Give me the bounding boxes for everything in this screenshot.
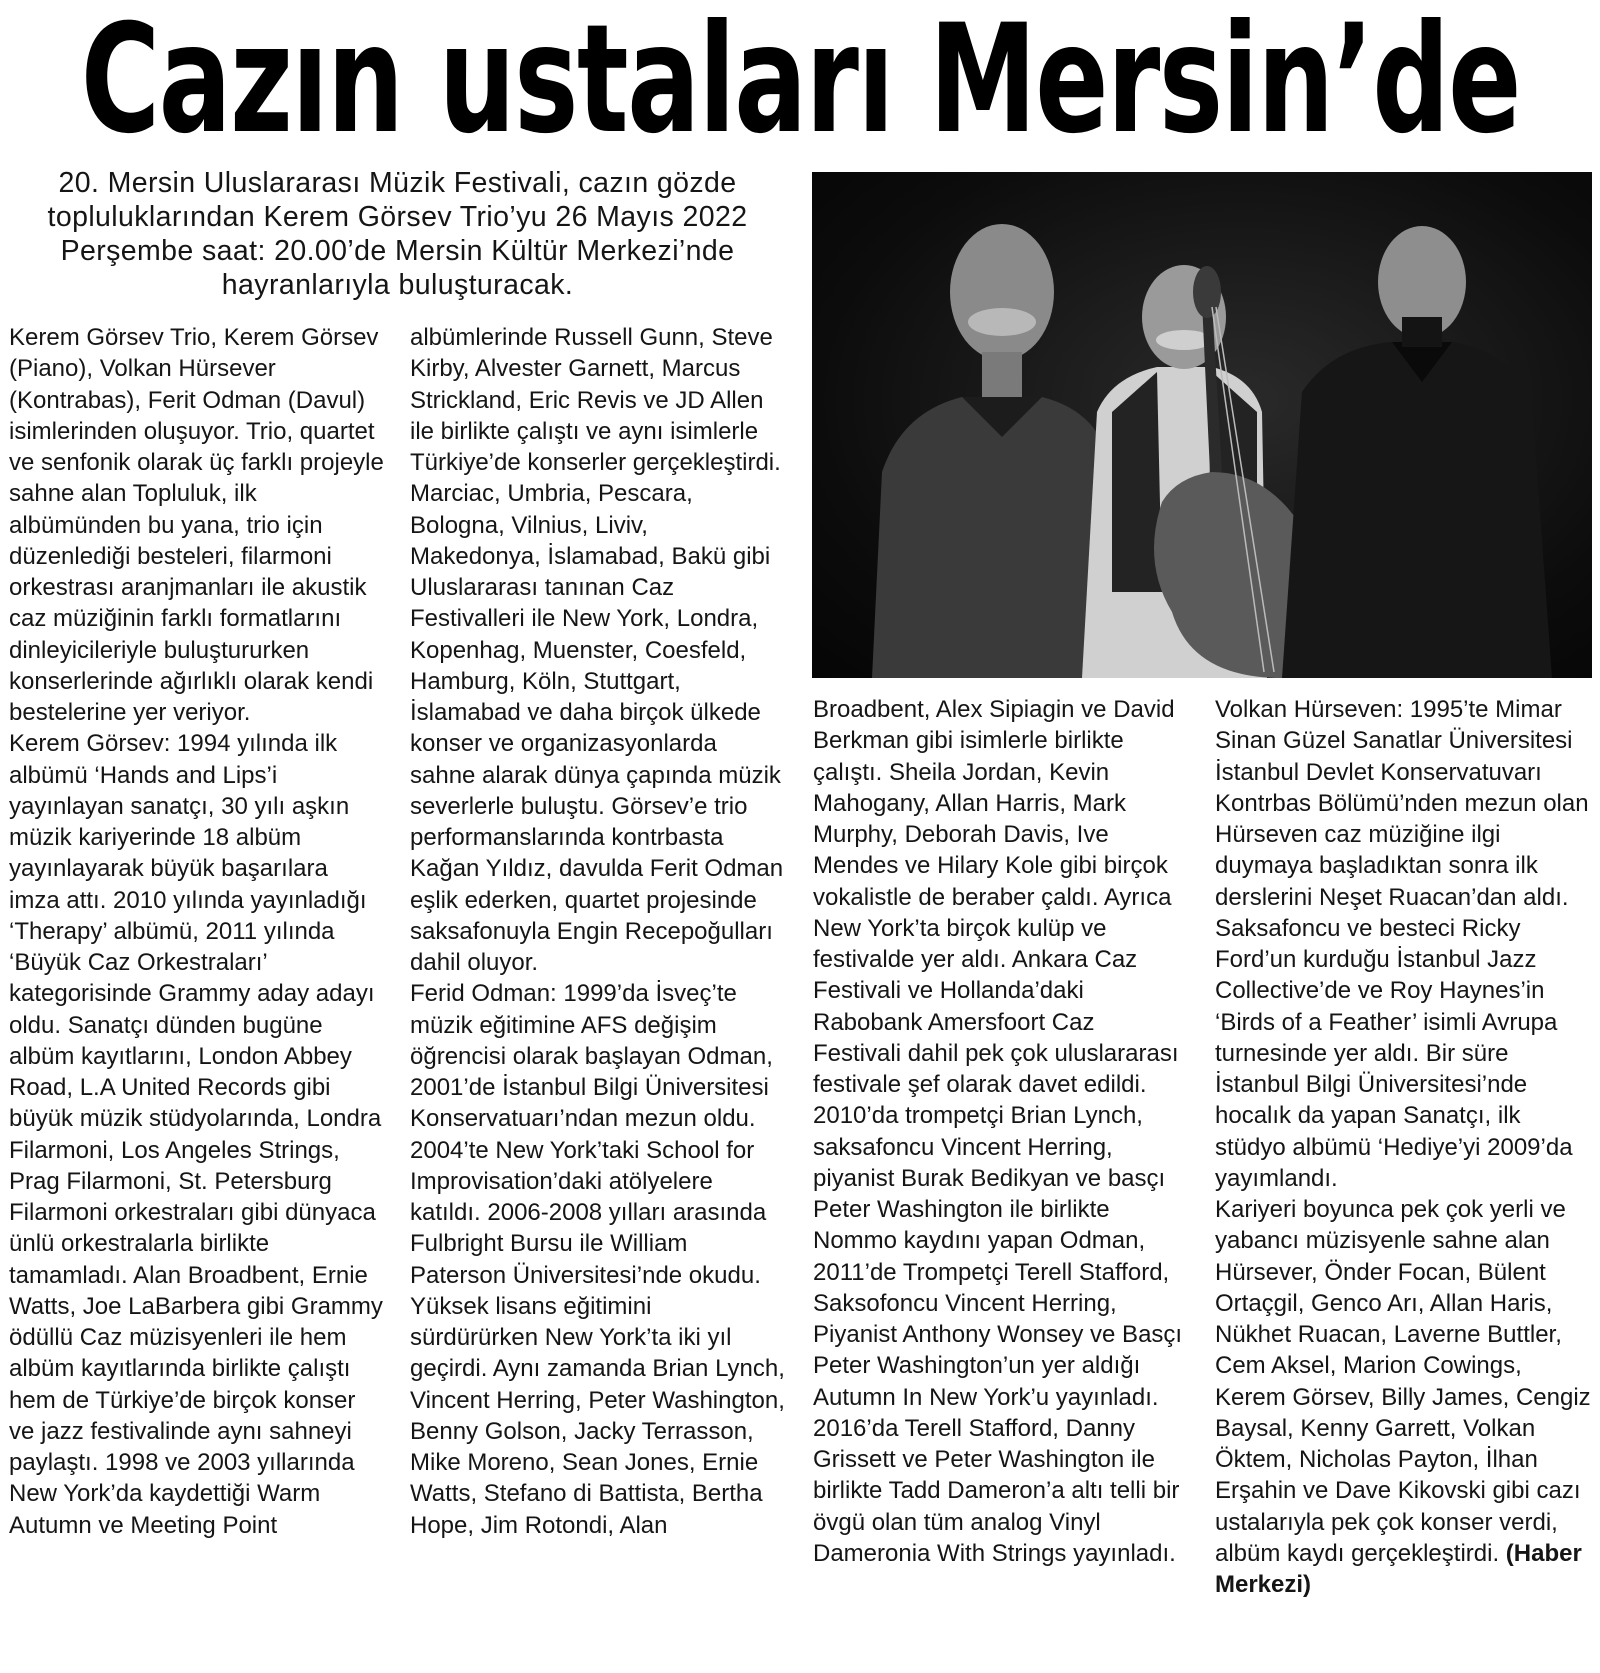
headline-text: Cazın ustaları Mersin’de [80, 0, 1520, 167]
article-column-2 [410, 322, 785, 1541]
news-credit: (Haber Merkezi) [1215, 1539, 1582, 1598]
paragraph-odman-continued: Broadbent, Alex Sipiagin ve David Berkman gibi isimlerle birlikte çalıştı. Sheila Jordan, Kevin Mahogany, Allan Harris, Mark Murphy, Deborah Davis, Ive Mendes ve Hilary Kole gibi birçok vokalistle de beraber çaldı. Ayrıca New York’ta birçok kulüp ve festivalde yer aldı. Ankara Caz Festivali ve Hollanda’daki Rabobank Amersfoort Caz Festivali dahil pek çok uluslararası festivale şef olarak davet edildi. 2010’da trompetçi Brian Lynch, saksafoncu Vincent Herring, piyanist Burak Bedikyan ve basçı Peter Washington ile birlikte Nommo kaydını yapan Odman, 2011’de Trompetçi Terell Stafford, Saksofoncu Vincent Herring, Piyanist Anthony Wonsey ve Basçı Peter Washington’un yer aldığı Autumn In New York’u yayınladı. 2016’da Terell Stafford, Danny Grissett ve Peter Washington ile birlikte Tadd Dameron’a altı telli bir övgü olan tüm analog Vinyl Dameronia With Strings yayınladı. [813, 696, 1183, 1567]
paragraph-kerem-gorsev: Kerem Görsev: 1994 yılında ilk albümü ‘Hands and Lips’i yayınlayan sanatçı, 30 yılı aşkın müzik kariyerinde 18 albüm yayınlayarak büyük başarılara imza attı. 2010 yılında yayınladığı ‘Therapy’ albümü, 2011 yılında ‘Büyük Caz Orkestraları’ kategorisinde Grammy aday adayı oldu. Sanatçı dünden bugüne albüm kayıtlarını, London Abbey Road, L.A United Records gibi büyük müzik stüdyolarında, Londra Filarmoni, Los Angeles Strings, Prag Filarmoni, St. Petersburg Filarmoni orkestraları gibi dünyaca ünlü orkestralarla birlikte tamamladı. Alan Broadbent, Ernie Watts, Joe LaBarbera gibi Grammy ödüllü Caz müzisyenleri ile hem albüm kayıtlarında birlikte çalıştı hem de Türkiye’de birçok konser ve jazz festivalinde aynı sahneyi paylaştı. 1998 ve 2003 yıllarında New York’da kaydettiği Warm Autumn ve Meeting Point [9, 730, 383, 1539]
article-column-4 [1215, 694, 1595, 1600]
article-column-1 [9, 322, 384, 1541]
article-column-3 [813, 694, 1188, 1569]
paragraph-volkan-hurseven: Volkan Hürseven: 1995’te Mimar Sinan Güzel Sanatlar Üniversitesi İstanbul Devlet Konservatuvarı Kontrbas Bölümü’nden mezun olan Hürseven caz müziğine ilgi duymaya başladıktan sonra ilk derslerini Neşet Ruacan’dan aldı. Saksafoncu ve besteci Ricky Ford’un kurduğu İstanbul Jazz Collective’de ve Roy Haynes’in ‘Birds of a Feather’ isimli Avrupa turnesinde yer aldı. Bir süre İstanbul Bilgi Üniversitesi’nde hocalık da yapan Sanatçı, ilk stüdyo albümü ‘Hediye’yi 2009’da yayımlandı. [1215, 696, 1589, 1192]
trio-photo [812, 172, 1592, 678]
paragraph-ferid-odman: Ferid Odman: 1999’da İsveç’te müzik eğitimine AFS değişim öğrencisi olarak başlayan Odman, 2001’de İstanbul Bilgi Üniversitesi Konservatuarı’ndan mezun oldu. 2004’te New York’taki School for Improvisation’daki atölyelere katıldı. 2006-2008 yılları arasında Fulbright Bursu ile William Paterson Üniversitesi’nde okudu. Yüksek lisans eğitimini sürdürürken New York’ta iki yıl geçirdi. Aynı zamanda Brian Lynch, Vincent Herring, Peter Washington, Benny Golson, Jacky Terrasson, Mike Moreno, Sean Jones, Ernie Watts, Stefano di Battista, Bertha Hope, Jim Rotondi, Alan [410, 980, 785, 1539]
lead-paragraph: 20. Mersin Uluslararası Müzik Festivali, cazın gözde topluluklarından Kerem Görsev Trio’yu 26 Mayıs 2022 Perşembe saat: 20.00’de Mersin Kültür Merkezi’nde hayranlarıyla buluşturacak. [47, 167, 748, 301]
headline [0, 0, 1600, 167]
career-text: Kariyeri boyunca pek çok yerli ve yabancı müzisyenle sahne alan Hürsever, Önder Focan, Bülent Ortaçgil, Genco Arı, Allan Haris, Nükhet Ruacan, Laverne Buttler, Cem Aksel, Marion Cowings, Kerem Görsev, Billy James, Cengiz Baysal, Kenny Garrett, Volkan Öktem, Nicholas Payton, İlhan Erşahin ve Dave Kikovski gibi cazı ustalarıyla pek çok konser verdi, albüm kaydı gerçekleştirdi. [1215, 1196, 1591, 1567]
paragraph-trio-intro: Kerem Görsev Trio, Kerem Görsev (Piano), Volkan Hürsever (Kontrabas), Ferit Odman (Davul) isimlerinden oluşuyor. Trio, quartet ve senfonik olarak üç farklı projeyle sahne alan Topluluk, ilk albümünden bu yana, trio için düzenlediği besteleri, filarmoni orkestrası aranjmanları ile akustik caz müziğinin farklı formatlarını dinleyicileriyle buluştururken konserlerinde ağırlıklı olarak kendi bestelerine yer veriyor. [9, 324, 384, 726]
paragraph-hurseven-career [1215, 1194, 1595, 1600]
paragraph-albums-festivals: albümlerinde Russell Gunn, Steve Kirby, Alvester Garnett, Marcus Strickland, Eric Revis ve JD Allen ile birlikte çalıştı ve aynı isimlerle Türkiye’de konserler gerçekleştirdi. Marciac, Umbria, Pescara, Bologna, Vilnius, Liviv, Makedonya, İslamabad, Bakü gibi Uluslararası tanınan Caz Festivalleri ile New York, Londra, Kopenhag, Muenster, Coesfeld, Hamburg, Köln, Stuttgart, İslamabad ve daha birçok ülkede konser ve organizasyonlarda sahne alarak dünya çapında müzik severlerle buluştu. Görsev’e trio performanslarında kontrbasta Kağan Yıldız, davulda Ferit Odman eşlik ederken, quartet projesinde saksafonuyla Engin Recepoğulları dahil oluyor. [410, 324, 784, 976]
trio-photo-illustration [812, 172, 1592, 678]
